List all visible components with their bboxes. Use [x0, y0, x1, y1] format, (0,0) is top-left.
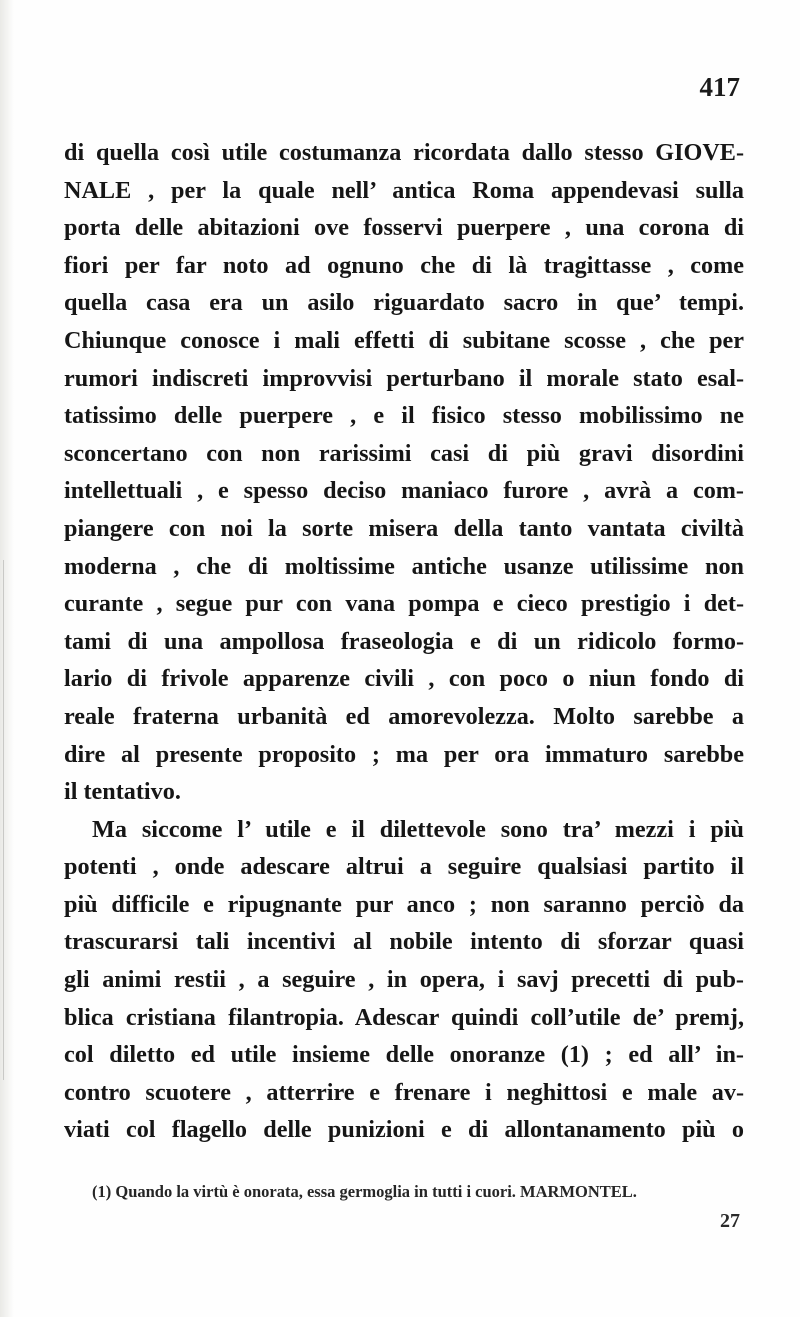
text-line: di quella così utile costumanza ricordata dallo stesso GIOVE-	[64, 139, 744, 166]
text-line: gli animi restii , a seguire , in opera, i savj precetti di pub-	[64, 966, 744, 994]
text-line: rumori indiscreti improvvisi perturbano il morale stato esal-	[64, 364, 744, 392]
text-line: porta delle abitazioni ove fosservi puerpere , una corona di	[64, 214, 744, 242]
text-line: Chiunque conosce i mali effetti di subitane scosse , che per	[64, 326, 744, 354]
text-line: intellettuali , e spesso deciso maniaco furore , avrà a com-	[64, 477, 744, 505]
text-line: moderna , che di moltissime antiche usanze utilissime non	[64, 552, 744, 580]
binding-edge-line	[3, 560, 4, 1080]
text-line: lario di frivole apparenze civili , con poco o niun fondo di	[64, 665, 744, 693]
text-line: quella casa era un asilo riguardato sacro in que’ tempi.	[64, 289, 744, 317]
text-line: col diletto ed utile insieme delle onoranze (1) ; ed all’ in-	[64, 1041, 744, 1069]
text-line: contro scuotere , atterrire e frenare i neghittosi e male av-	[64, 1078, 744, 1106]
text-line: reale fraterna urbanità ed amorevolezza. Molto sarebbe a	[64, 702, 744, 730]
footnote: (1) Quando la virtù è onorata, essa germoglia in tutti i cuori. MARMONTEL.	[92, 1182, 637, 1201]
text-line: tatissimo delle puerpere , e il fisico stesso mobilissimo ne	[64, 402, 744, 430]
text-line: viati col flagello delle punizioni e di allontanamento più o	[64, 1116, 744, 1144]
text-line: potenti , onde adescare altrui a seguire qualsiasi partito il	[64, 853, 744, 881]
text-line: Ma siccome l’ utile e il dilettevole sono tra’ mezzi i più	[92, 815, 744, 843]
signature-mark: 27	[720, 1210, 740, 1232]
text-line: curante , segue pur con vana pompa e cieco prestigio i det-	[64, 590, 744, 618]
text-line: piangere con noi la sorte misera della tanto vantata civiltà	[64, 514, 744, 542]
text-line: dire al presente proposito ; ma per ora immaturo sarebbe	[64, 740, 744, 768]
text-line: trascurarsi tali incentivi al nobile intento di sforzar quasi	[64, 928, 744, 956]
page-number: 417	[699, 72, 740, 102]
text-line: fiori per far noto ad ognuno che di là tragittasse , come	[64, 251, 744, 279]
text-line: tami di una ampollosa fraseologia e di un ridicolo formo-	[64, 627, 744, 655]
text-line: sconcertano con non rarissimi casi di più gravi disordini	[64, 439, 744, 467]
text-line: il tentativo.	[64, 778, 181, 806]
text-line: blica cristiana filantropia. Adescar quindi coll’utile de’ premj,	[64, 1003, 744, 1031]
body-text	[64, 134, 744, 1149]
text-line: NALE , per la quale nell’ antica Roma appendevasi sulla	[64, 176, 744, 204]
text-line: più difficile e ripugnante pur anco ; non saranno perciò da	[64, 890, 744, 918]
